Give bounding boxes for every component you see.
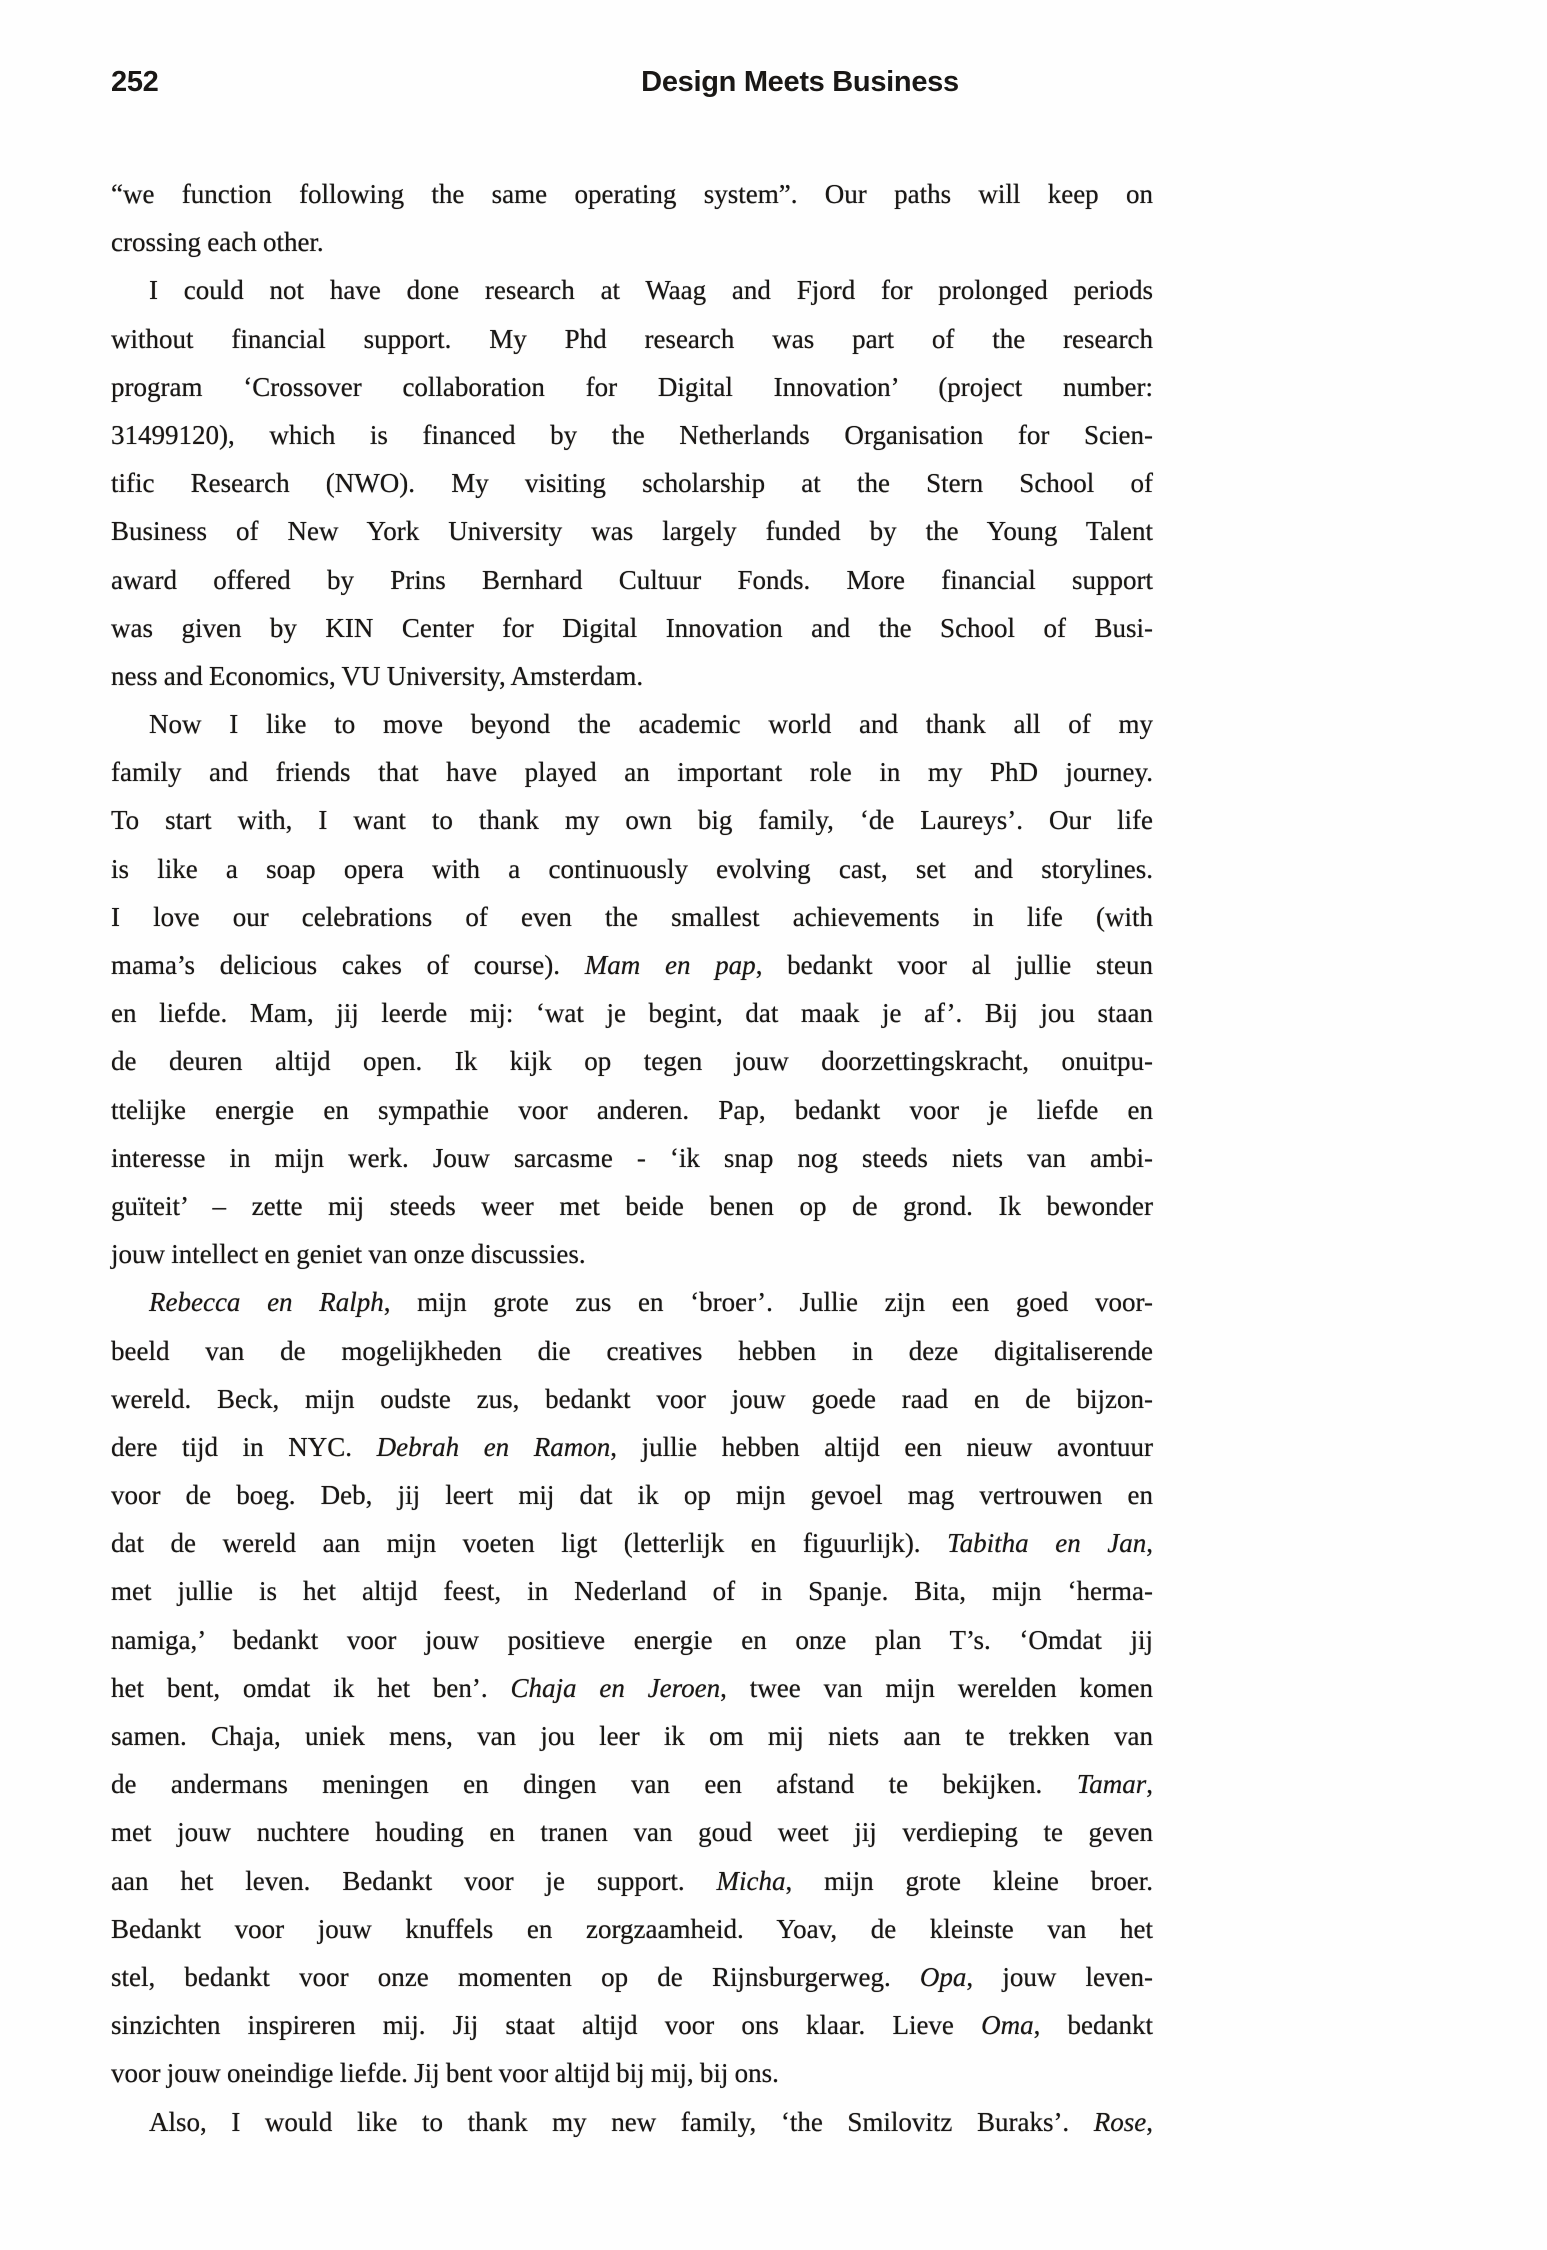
italic-text: Rose <box>1093 2106 1147 2137</box>
text-line <box>111 845 1153 893</box>
text-segment: beeld van de mogelijkheden die creatives hebben in deze digitaliserende <box>111 1335 1153 1366</box>
text-segment: met jouw nuchtere houding en tranen van goud weet jij verdieping te geven <box>111 1817 1153 1848</box>
text-segment: , mijn grote zus en ‘broer’. Jullie zijn een goed voor- <box>383 1287 1153 1318</box>
text-line <box>111 266 1153 314</box>
text-line <box>111 1808 1153 1856</box>
text-segment: wereld. Beck, mijn oudste zus, bedankt voor jouw goede raad en de bijzon- <box>111 1383 1153 1414</box>
text-segment: dere tijd in NYC. <box>111 1431 377 1462</box>
text-segment: , bedankt voor al jullie steun <box>755 950 1153 980</box>
text-line <box>111 700 1153 748</box>
text-segment: award offered by Prins Bernhard Cultuur Fonds. More financial support <box>111 564 1153 595</box>
text-segment: , bedankt <box>1033 2010 1153 2041</box>
text-line <box>111 1230 1153 1278</box>
text-line <box>111 1712 1153 1760</box>
text-line <box>111 1375 1153 1423</box>
text-segment: stel, bedankt voor onze momenten op de Rijnsburgerweg. <box>111 1961 920 1992</box>
body-text <box>111 170 1153 2146</box>
text-line <box>111 1327 1153 1375</box>
text-segment: ttelijke energie en sympathie voor anderen. Pap, bedankt voor je liefde en <box>111 1094 1153 1125</box>
text-line <box>111 1134 1153 1182</box>
text-segment: , <box>1146 1528 1153 1559</box>
text-segment: sinzichten inspireren mij. Jij staat altijd voor ons klaar. Lieve <box>111 2010 982 2041</box>
text-line <box>111 1471 1153 1519</box>
italic-text: Tabitha en Jan <box>947 1528 1147 1559</box>
text-segment: en liefde. Mam, jij leerde mij: ‘wat je begint, dat maak je af’. Bij jou staan <box>111 998 1153 1029</box>
text-segment: Business of New York University was largely funded by the Young Talent <box>111 516 1153 547</box>
text-line <box>111 459 1153 507</box>
text-segment: samen. Chaja, uniek mens, van jou leer ik om mij niets aan te trekken van <box>111 1721 1153 1751</box>
text-segment: dat de wereld aan mijn voeten ligt (letterlijk en figuurlijk). <box>111 1528 948 1559</box>
text-segment: voor de boeg. Deb, jij leert mij dat ik op mijn gevoel mag vertrouwen en <box>111 1480 1153 1511</box>
text-segment: met jullie is het altijd feest, in Nederland of in Spanje. Bita, mijn ‘herma- <box>111 1576 1153 1607</box>
text-line <box>111 941 1153 989</box>
text-segment: Bedankt voor jouw knuffels en zorgzaamheid. Yoav, de kleinste van het <box>111 1913 1153 1944</box>
text-line <box>111 1905 1153 1953</box>
text-line <box>111 1857 1153 1905</box>
text-line <box>111 893 1153 941</box>
text-segment: ness and Economics, VU University, Amsterdam. <box>111 660 644 691</box>
text-segment: de andermans meningen en dingen van een afstand te bekijken. <box>111 1769 1077 1800</box>
text-segment: , jullie hebben altijd een nieuw avontuur <box>610 1431 1153 1462</box>
text-segment: 31499120), which is financed by the Netherlands Organisation for Scien- <box>111 419 1153 450</box>
text-segment: crossing each other. <box>111 227 324 258</box>
text-segment: , <box>1146 1769 1153 1800</box>
text-segment: , mijn grote kleine broer. <box>785 1865 1153 1896</box>
text-segment: I could not have done research at Waag and Fjord for prolonged periods <box>149 275 1153 306</box>
italic-text: Debrah en Ramon <box>376 1431 611 1462</box>
text-segment: program ‘Crossover collaboration for Digital Innovation’ (project number: <box>111 371 1153 402</box>
text-line <box>111 411 1153 459</box>
text-line <box>111 2001 1153 2049</box>
text-segment: de deuren altijd open. Ik kijk op tegen jouw doorzettingskracht, onuitpu- <box>111 1046 1153 1077</box>
text-line <box>111 1953 1153 2001</box>
text-line <box>111 1519 1153 1567</box>
text-line <box>111 1567 1153 1615</box>
italic-text: Micha <box>716 1865 786 1896</box>
text-line <box>111 556 1153 604</box>
text-line <box>111 1182 1153 1230</box>
text-segment: interesse in mijn werk. Jouw sarcasme - ‘ik snap nog steeds niets van ambi- <box>111 1142 1153 1173</box>
text-segment: “we function following the same operating system”. Our paths will keep on <box>111 179 1153 209</box>
text-segment: het bent, omdat ik het ben’. <box>111 1672 511 1703</box>
text-line <box>111 507 1153 555</box>
text-segment: without financial support. My Phd research was part of the research <box>111 323 1153 354</box>
text-line <box>111 218 1153 266</box>
text-segment: was given by KIN Center for Digital Innovation and the School of Busi- <box>111 612 1153 643</box>
text-line <box>111 1423 1153 1471</box>
text-segment: aan het leven. Bedankt voor je support. <box>111 1865 717 1896</box>
text-line <box>111 363 1153 411</box>
text-segment: family and friends that have played an important role in my PhD journey. <box>111 757 1153 788</box>
text-line <box>111 1278 1153 1326</box>
italic-text: Rebecca en Ralph <box>149 1287 384 1318</box>
text-line <box>111 170 1153 218</box>
text-segment: namiga,’ bedankt voor jouw positieve energie en onze plan T’s. ‘Omdat jij <box>111 1624 1153 1655</box>
text-segment: To start with, I want to thank my own big family, ‘de Laureys’. Our life <box>111 805 1153 836</box>
text-segment: , <box>1146 2106 1153 2137</box>
text-segment: , twee van mijn werelden komen <box>720 1672 1154 1703</box>
text-line <box>111 1037 1153 1085</box>
page-number: 252 <box>111 66 159 98</box>
italic-text: Tamar <box>1076 1769 1147 1800</box>
text-line <box>111 748 1153 796</box>
text-segment: tific Research (NWO). My visiting scholarship at the Stern School of <box>111 468 1153 499</box>
italic-text: Oma <box>981 2010 1034 2041</box>
text-line <box>111 989 1153 1037</box>
text-segment: I love our celebrations of even the smallest achievements in life (with <box>111 901 1153 932</box>
text-segment: guïteit’ – zette mij steeds weer met beide benen op de grond. Ik bewonder <box>111 1190 1153 1221</box>
italic-text: Mam en pap <box>584 950 756 980</box>
text-segment: is like a soap opera with a continuously evolving cast, set and storylines. <box>111 853 1153 884</box>
text-segment: mama’s delicious cakes of course). <box>111 950 585 980</box>
text-line <box>111 1760 1153 1808</box>
text-line <box>111 1086 1153 1134</box>
text-line <box>111 315 1153 363</box>
text-segment: Also, I would like to thank my new family, ‘the Smilovitz Buraks’. <box>149 2106 1094 2137</box>
text-line <box>111 796 1153 844</box>
text-segment: jouw intellect en geniet van onze discussies. <box>111 1239 586 1270</box>
text-line <box>111 1616 1153 1664</box>
italic-text: Chaja en Jeroen <box>510 1672 721 1703</box>
text-line <box>111 2049 1153 2097</box>
text-line <box>111 652 1153 700</box>
text-line <box>111 604 1153 652</box>
text-segment: , jouw leven- <box>966 1961 1154 1992</box>
text-segment: Now I like to move beyond the academic world and thank all of my <box>149 709 1153 740</box>
running-title: Design Meets Business <box>641 66 959 98</box>
text-segment: voor jouw oneindige liefde. Jij bent voor altijd bij mij, bij ons. <box>111 2058 779 2089</box>
text-line <box>111 2098 1153 2146</box>
text-line <box>111 1664 1153 1712</box>
italic-text: Opa <box>919 1961 967 1992</box>
